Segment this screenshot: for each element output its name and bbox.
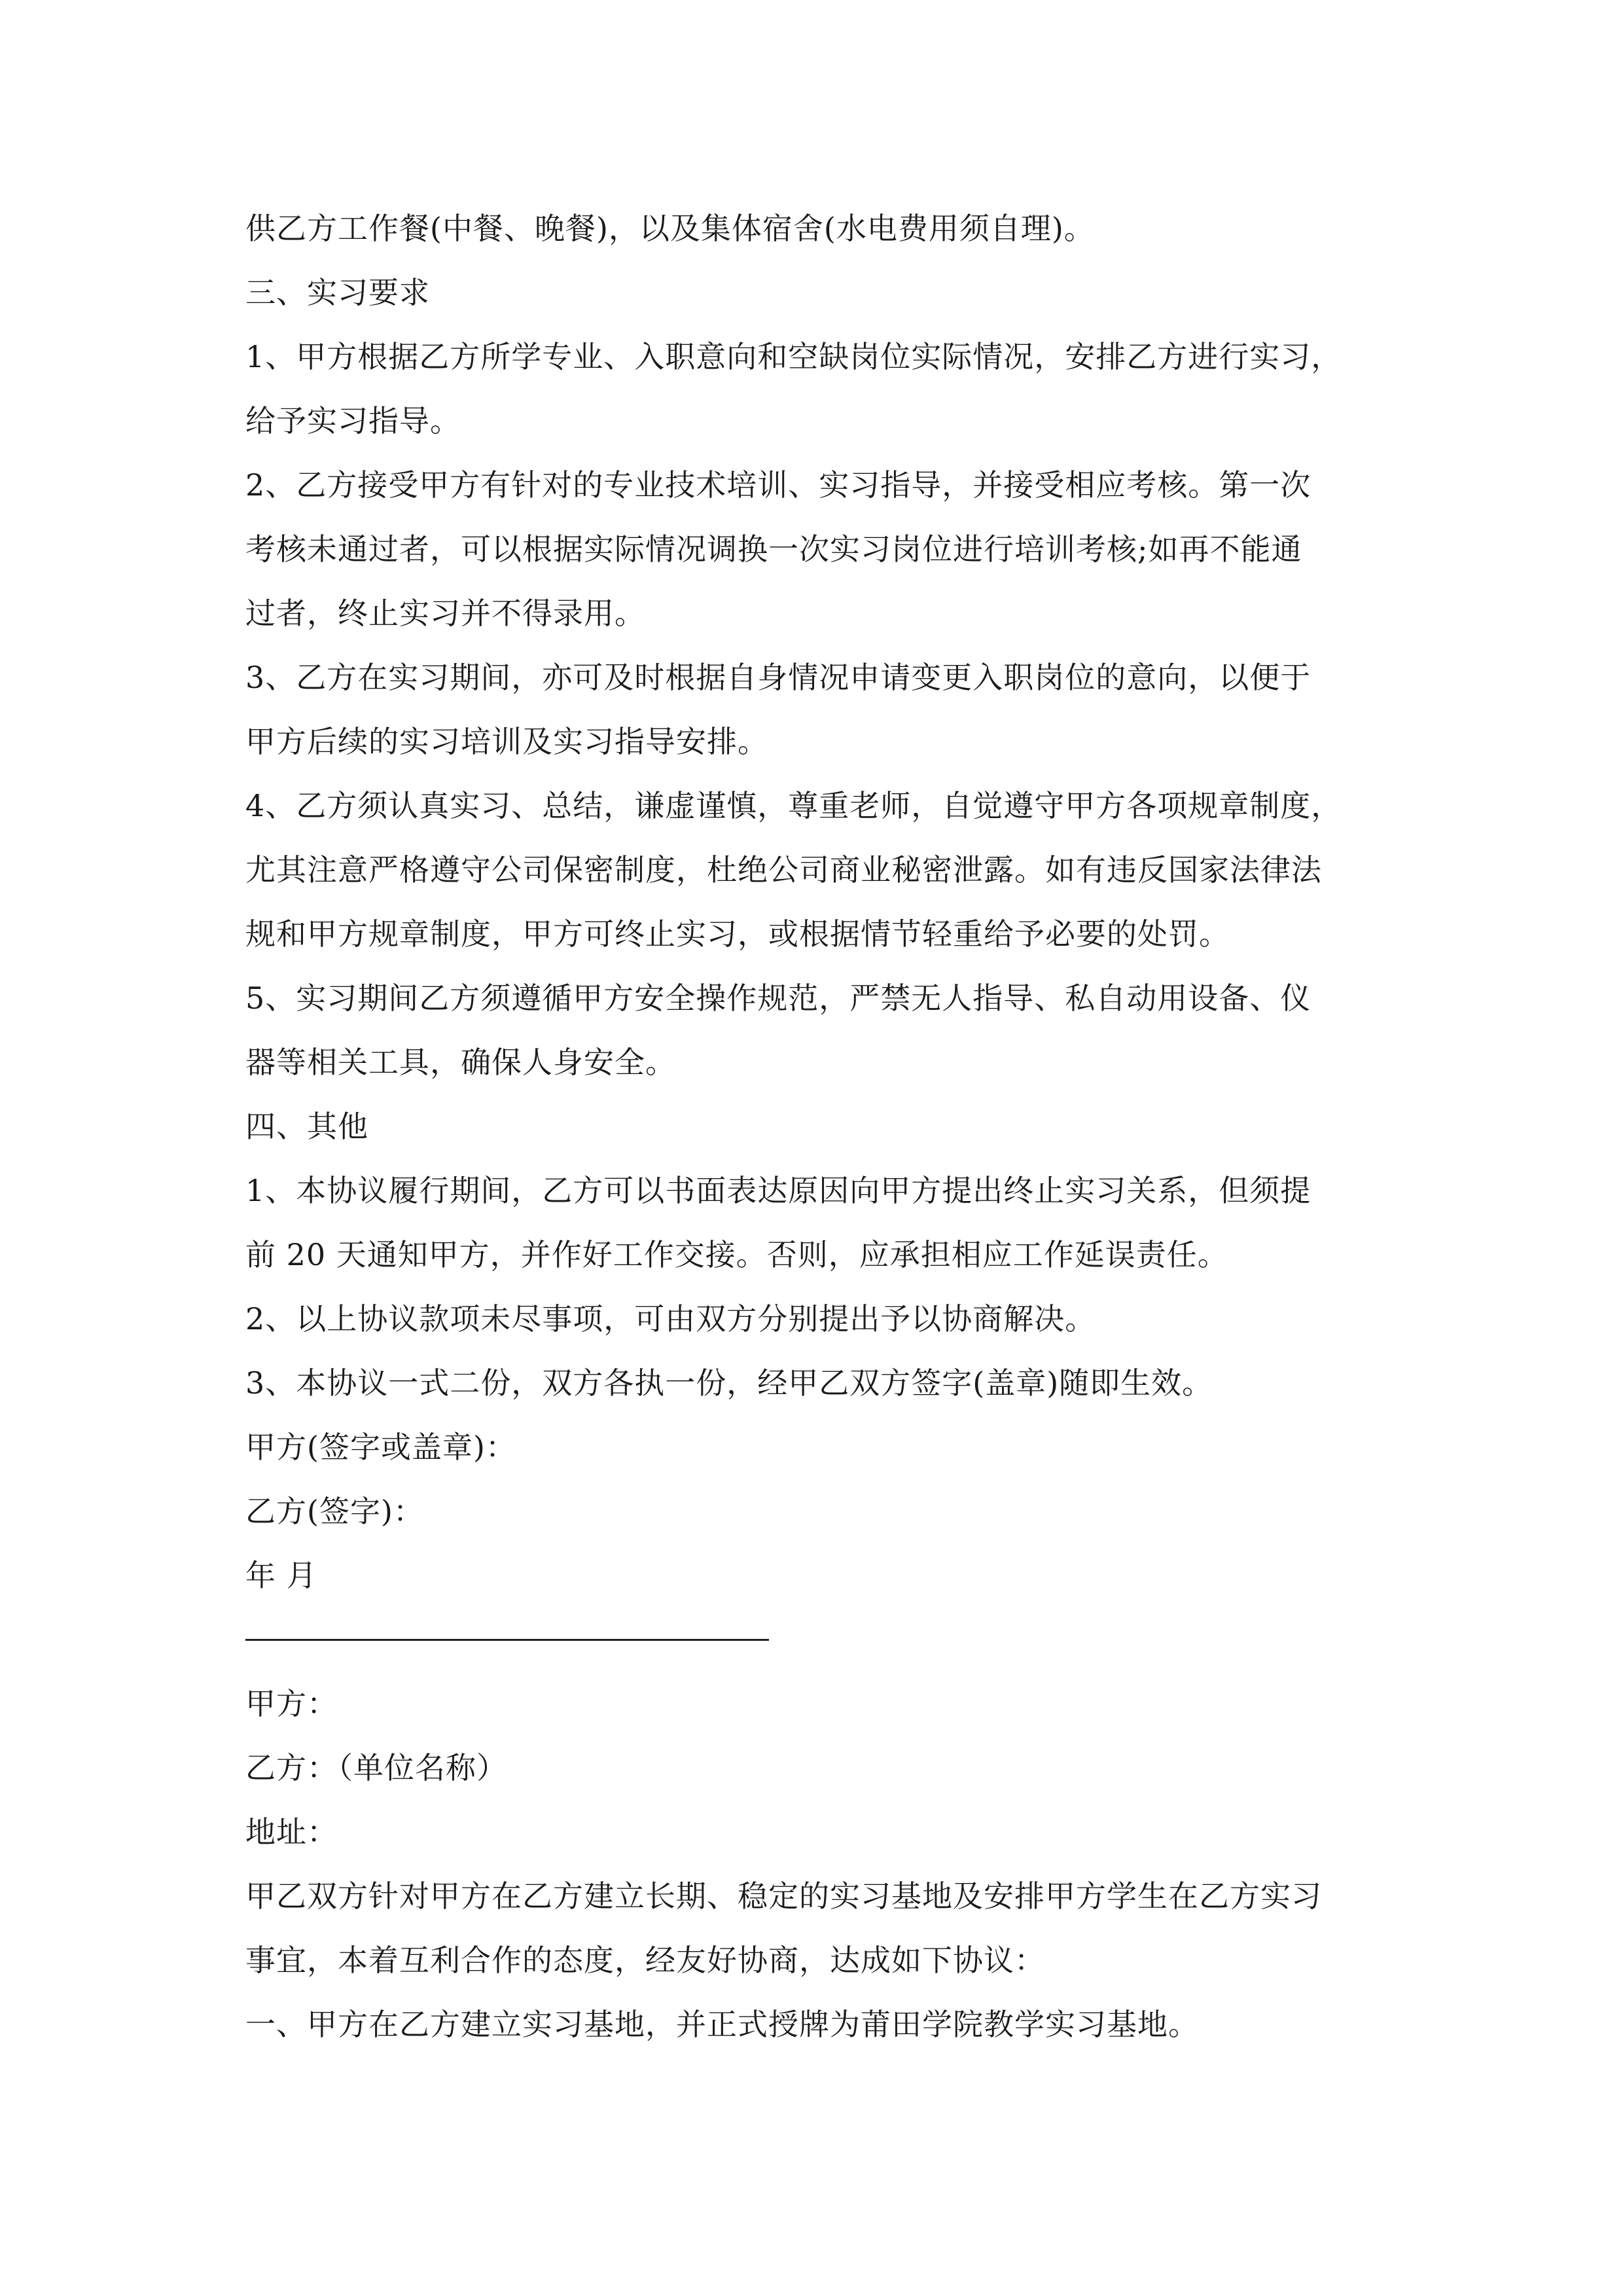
text-line: 事宜，本着互利合作的态度，经友好协商，达成如下协议： bbox=[245, 1943, 1045, 1978]
text-line: 器等相关工具，确保人身安全。 bbox=[245, 1045, 676, 1080]
party-b-label: 乙方：（单位名称） bbox=[245, 1750, 507, 1785]
text-line: 过者，终止实习并不得录用。 bbox=[245, 596, 645, 631]
text-line: 尤其注意严格遵守公司保密制度，杜绝公司商业秘密泄露。如有违反国家法律法 bbox=[245, 852, 1322, 888]
text-line: 供乙方工作餐(中餐、晚餐)，以及集体宿舍(水电费用须自理)。 bbox=[245, 211, 1095, 246]
text-line: 考核未通过者，可以根据实际情况调换一次实习岗位进行培训考核;如再不能通 bbox=[245, 531, 1302, 567]
text-line: 给予实习指导。 bbox=[245, 403, 461, 439]
party-a-label: 甲方： bbox=[245, 1686, 338, 1721]
text-line: 前 20 天通知甲方，并作好工作交接。否则，应承担相应工作延误责任。 bbox=[245, 1237, 1228, 1272]
signature-party-a: 甲方(签字或盖章)： bbox=[245, 1429, 516, 1465]
text-line: 甲方后续的实习培训及实习指导安排。 bbox=[245, 724, 768, 759]
document-page bbox=[245, 196, 1397, 2056]
text-line: 一、甲方在乙方建立实习基地，并正式授牌为莆田学院教学实习基地。 bbox=[245, 2007, 1199, 2042]
signature-party-b: 乙方(签字)： bbox=[245, 1494, 424, 1529]
text-line: 2、以上协议款项未尽事项，可由双方分别提出予以协商解决。 bbox=[245, 1301, 1096, 1336]
text-line: 4、乙方须认真实习、总结，谦虚谨慎，尊重老师，自觉遵守甲方各项规章制度， bbox=[245, 788, 1342, 823]
section-heading: 四、其他 bbox=[245, 1109, 368, 1144]
text-line: 2、乙方接受甲方有针对的专业技术培训、实习指导，并接受相应考核。第一次 bbox=[245, 467, 1311, 503]
text-line: 5、实习期间乙方须遵循甲方安全操作规范，严禁无人指导、私自动用设备、仪 bbox=[245, 980, 1311, 1016]
text-line: 规和甲方规章制度，甲方可终止实习，或根据情节轻重给予必要的处罚。 bbox=[245, 916, 1230, 952]
text-line: 3、乙方在实习期间，亦可及时根据自身情况申请变更入职岗位的意向，以便于 bbox=[245, 660, 1311, 695]
signature-date: 年 月 bbox=[245, 1558, 317, 1593]
text-line: 3、本协议一式二份，双方各执一份，经甲乙双方签字(盖章)随即生效。 bbox=[245, 1365, 1213, 1401]
address-label: 地址： bbox=[245, 1814, 338, 1850]
text-line: 1、本协议履行期间，乙方可以书面表达原因向甲方提出终止实习关系，但须提 bbox=[245, 1173, 1311, 1208]
separator-line bbox=[245, 1607, 1397, 1672]
text-line: 甲乙双方针对甲方在乙方建立长期、稳定的实习基地及安排甲方学生在乙方实习 bbox=[245, 1878, 1322, 1914]
section-heading: 三、实习要求 bbox=[245, 275, 430, 310]
text-line: 1、甲方根据乙方所学专业、入职意向和空缺岗位实际情况，安排乙方进行实习， bbox=[245, 339, 1342, 374]
